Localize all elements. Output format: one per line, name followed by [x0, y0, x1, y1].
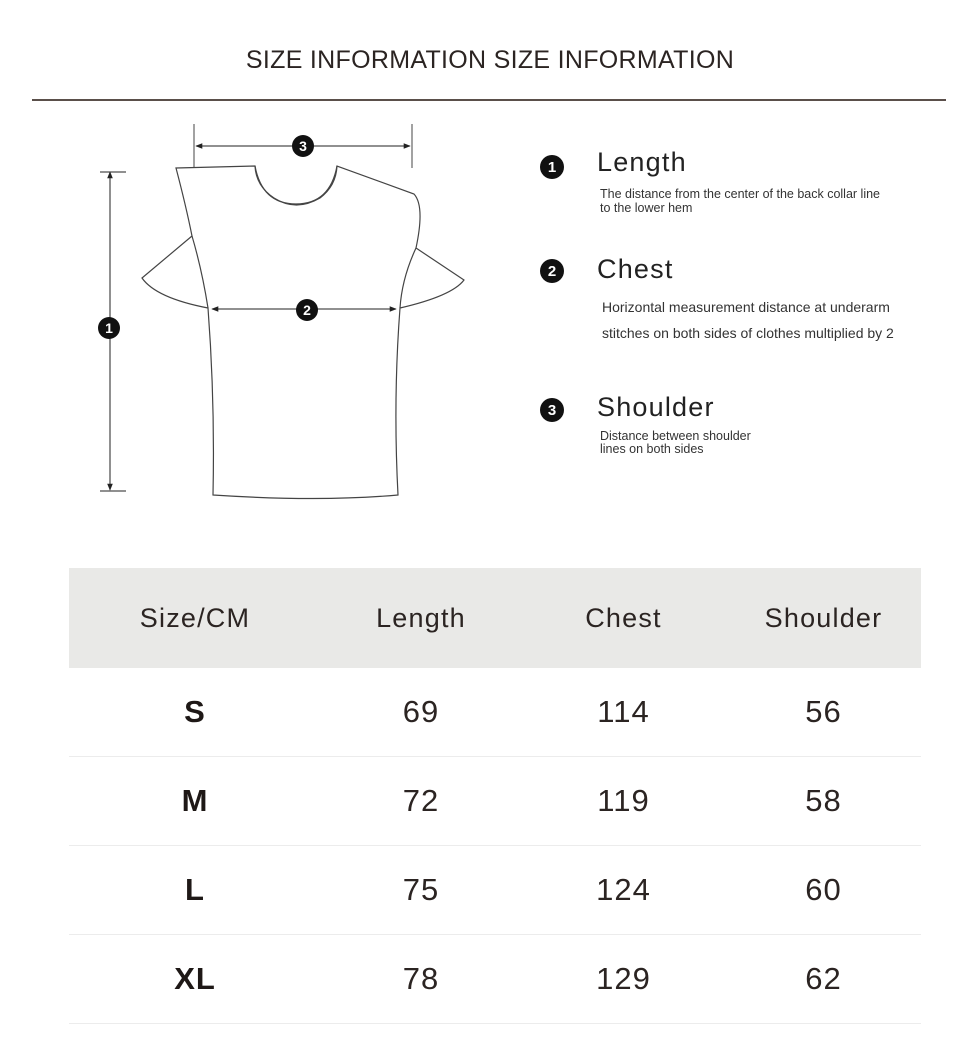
- title-divider: [32, 99, 946, 101]
- size-cell: L: [69, 846, 321, 935]
- table-row: [69, 668, 921, 757]
- length-cell: 75: [321, 846, 521, 935]
- shoulder-cell: 56: [726, 668, 921, 757]
- shoulder-dimension-line: [194, 124, 412, 168]
- tshirt-measurement-diagram: [80, 110, 480, 510]
- shoulder-cell: 60: [726, 846, 921, 935]
- legend-description-line: stitches on both sides of clothes multiplied by 2: [602, 325, 894, 341]
- header-shoulder: Shoulder: [726, 568, 921, 668]
- length-marker-label: 1: [105, 320, 113, 336]
- header-size-cm: Size/CM: [69, 568, 321, 668]
- legend-description-line: Distance between shoulder: [600, 429, 751, 443]
- header-length: Length: [321, 568, 521, 668]
- number-one-icon: 1: [540, 155, 564, 179]
- shoulder-cell: 58: [726, 757, 921, 846]
- length-cell: 69: [321, 668, 521, 757]
- length-cell: 78: [321, 935, 521, 1024]
- size-chart-table: [69, 568, 921, 1024]
- chest-cell: 129: [521, 935, 726, 1024]
- chest-dimension-line: [212, 299, 396, 321]
- legend-name: Shoulder: [597, 392, 715, 422]
- size-cell: XL: [69, 935, 321, 1024]
- table-row: [69, 935, 921, 1024]
- table-row: [69, 757, 921, 846]
- header-chest: Chest: [521, 568, 726, 668]
- page-title: SIZE INFORMATION SIZE INFORMATION: [245, 46, 735, 74]
- length-dimension-line: [98, 172, 126, 491]
- legend-name: Length: [597, 147, 687, 177]
- chest-marker-label: 2: [303, 302, 311, 318]
- legend-description-line: Horizontal measurement distance at underarm: [602, 299, 890, 315]
- chest-cell: 124: [521, 846, 726, 935]
- size-cell: M: [69, 757, 321, 846]
- tshirt-outline: [142, 166, 464, 499]
- table-header-row: [69, 568, 921, 668]
- length-cell: 72: [321, 757, 521, 846]
- number-two-icon: 2: [540, 259, 564, 283]
- chest-cell: 119: [521, 757, 726, 846]
- legend-name: Chest: [597, 254, 674, 284]
- legend-description-line: lines on both sides: [600, 442, 704, 456]
- table-row: [69, 846, 921, 935]
- legend-description-line: The distance from the center of the back collar line: [600, 187, 881, 201]
- chest-cell: 114: [521, 668, 726, 757]
- shoulder-marker-label: 3: [299, 138, 307, 154]
- number-three-icon: 3: [540, 398, 564, 422]
- legend-description-line: to the lower hem: [600, 201, 693, 215]
- shoulder-cell: 62: [726, 935, 921, 1024]
- size-cell: S: [69, 668, 321, 757]
